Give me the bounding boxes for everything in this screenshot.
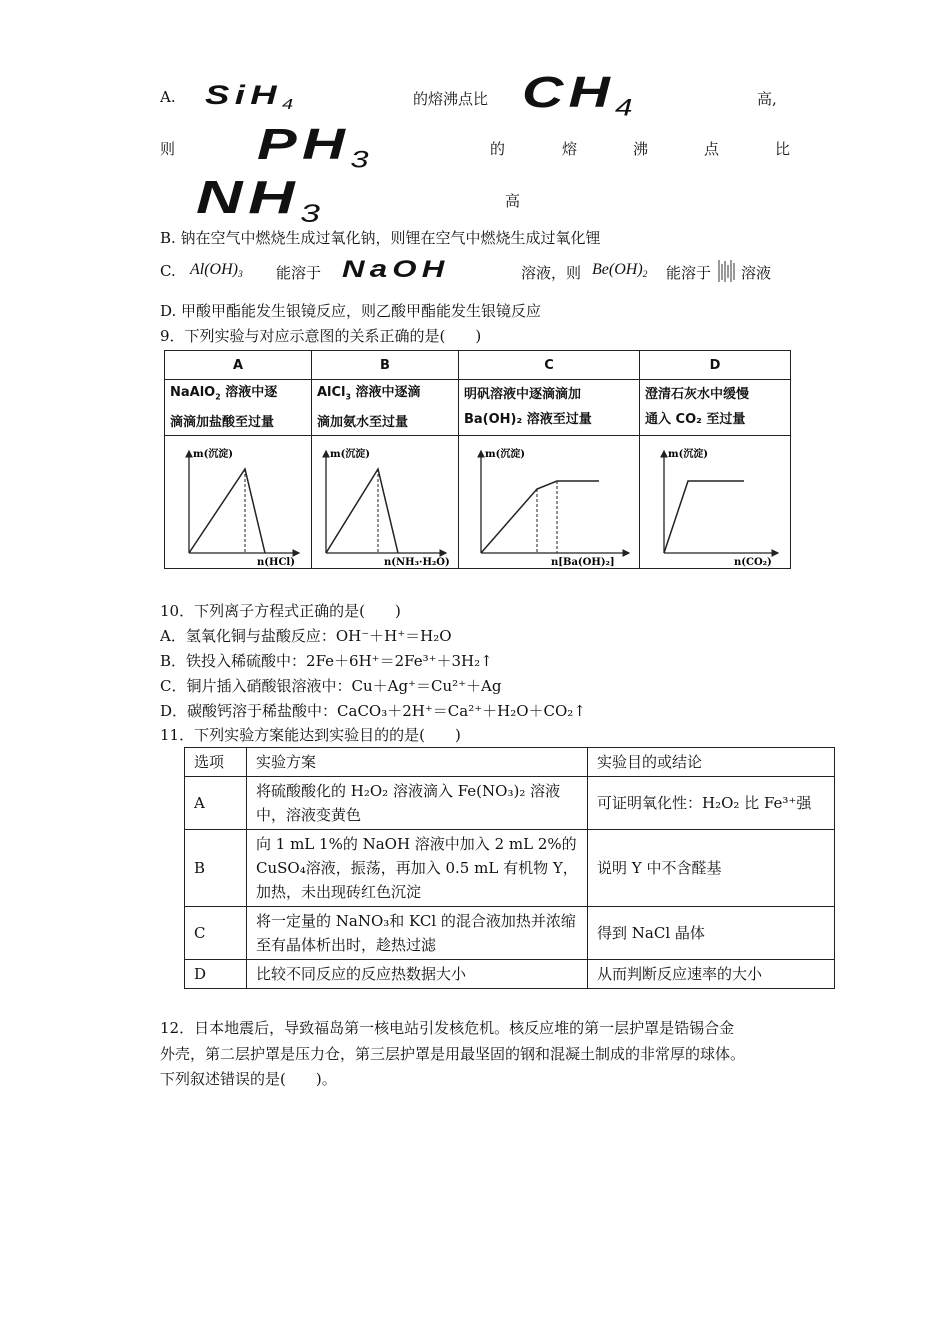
q9-stem: 9．下列实验与对应示意图的关系正确的是( ) bbox=[160, 327, 482, 345]
q9-graph-c bbox=[459, 435, 640, 568]
q12-line-3: 下列叙述错误的是( )。 bbox=[160, 1070, 337, 1088]
formula-naoh: NaOH bbox=[342, 256, 450, 283]
q11-row-goal: 说明 Y 中不含醛基 bbox=[588, 830, 835, 907]
graph-a-svg bbox=[165, 437, 311, 567]
q8-option-b: B. 钠在空气中燃烧生成过氧化钠，则锂在空气中燃烧生成过氧化锂 bbox=[160, 229, 601, 247]
garbled-formula-glyph bbox=[717, 258, 737, 284]
q10-option-b: B．铁投入稀硫酸中：2Fe＋6H⁺＝2Fe³⁺＋3H₂↑ bbox=[160, 652, 493, 670]
q11-table bbox=[184, 747, 835, 989]
q10-option-a: A．氢氧化铜与盐酸反应：OH⁻＋H⁺＝H₂O bbox=[160, 627, 452, 645]
q8-a-text-1: 的熔沸点比 bbox=[413, 90, 489, 108]
q11-row-option: A bbox=[185, 777, 247, 830]
formula-nh3: $NH_3$ bbox=[196, 171, 326, 228]
q11-row-option: D bbox=[185, 960, 247, 989]
y-axis-label: m(沉淀) bbox=[485, 448, 526, 460]
y-axis-label: m(沉淀) bbox=[668, 448, 709, 460]
formula-ph3: $PH_3$ bbox=[257, 120, 374, 174]
formula-beoh2: Be(OH)2 bbox=[592, 261, 648, 280]
q8-a-char: 点 bbox=[704, 140, 720, 158]
q8-c-text-1: 能溶于 bbox=[276, 264, 322, 282]
q11-row-plan: 向 1 mL 1%的 NaOH 溶液中加入 2 mL 2%的 CuSO₄溶液，振荡，再加入 0.5 mL 有机物 Y，加热，未出现砖红色沉淀 bbox=[247, 830, 588, 907]
curve bbox=[664, 481, 744, 553]
q8-a-char: 比 bbox=[775, 140, 791, 158]
q11-stem: 11．下列实验方案能达到实验目的的是( ) bbox=[160, 726, 461, 744]
formula-aloh3: Al(OH)3 bbox=[190, 261, 243, 280]
q8-c-text-4: 溶液 bbox=[741, 264, 772, 282]
q11-row-goal: 可证明氧化性：H₂O₂ 比 Fe³⁺强 bbox=[588, 777, 835, 830]
q8-a-text-2: 高, bbox=[757, 90, 777, 108]
q9-header-a: A bbox=[165, 351, 312, 380]
curve bbox=[189, 469, 265, 553]
formula-ch4: $CH_4$ bbox=[522, 68, 638, 122]
curve bbox=[481, 481, 599, 553]
graph-b-svg bbox=[312, 437, 458, 567]
y-axis-label: m(沉淀) bbox=[193, 448, 234, 460]
q9-desc-d: 澄清石灰水中缓慢 通入 CO₂ 至过量 bbox=[640, 380, 791, 436]
y-axis-label: m(沉淀) bbox=[330, 448, 371, 460]
x-axis-label: n(CO₂) bbox=[734, 556, 772, 567]
q11-row-plan: 将硫酸酸化的 H₂O₂ 溶液滴入 Fe(NO₃)₂ 溶液中，溶液变黄色 bbox=[247, 777, 588, 830]
q8-a-char: 熔 bbox=[562, 140, 578, 158]
q9-graph-a bbox=[165, 435, 312, 568]
q9-header-b: B bbox=[312, 351, 459, 380]
x-axis-label: n[Ba(OH)₂] bbox=[551, 556, 615, 567]
q11-row-option: C bbox=[185, 907, 247, 960]
q11-header-option: 选项 bbox=[185, 748, 247, 777]
q11-row-plan: 比较不同反应的反应热数据大小 bbox=[247, 960, 588, 989]
q9-desc-b: AlCl$_3$ 溶液中逐滴 滴加氨水至过量 bbox=[312, 380, 459, 436]
q8-option-d: D. 甲酸甲酯能发生银镜反应，则乙酸甲酯能发生银镜反应 bbox=[160, 302, 542, 320]
q8-a-text-5: 高 bbox=[505, 192, 521, 210]
q10-option-c: C．铜片插入硝酸银溶液中：Cu＋Ag⁺＝Cu²⁺＋Ag bbox=[160, 677, 502, 695]
q11-header-plan: 实验方案 bbox=[247, 748, 588, 777]
q9-header-c: C bbox=[459, 351, 640, 380]
q10-option-d: D．碳酸钙溶于稀盐酸中：CaCO₃＋2H⁺＝Ca²⁺＋H₂O＋CO₂↑ bbox=[160, 702, 586, 720]
q12-line-1: 12．日本地震后，导致福岛第一核电站引发核危机。核反应堆的第一层护罩是锆锡合金 bbox=[160, 1019, 735, 1037]
q8-c-text-3: 能溶于 bbox=[666, 264, 712, 282]
formula-sih4: SiH$_4$ bbox=[205, 80, 299, 114]
curve bbox=[326, 469, 398, 553]
q11-row-goal: 得到 NaCl 晶体 bbox=[588, 907, 835, 960]
x-axis-label: n(NH₃·H₂O) bbox=[384, 556, 450, 567]
q9-table bbox=[164, 350, 791, 569]
q12-line-2: 外壳，第二层护罩是压力仓，第三层护罩是用最坚固的钢和混凝土制成的非常厚的球体。 bbox=[160, 1045, 746, 1063]
q8-a-char: 的 bbox=[490, 140, 506, 158]
q9-graph-b bbox=[312, 435, 459, 568]
q11-row-option: B bbox=[185, 830, 247, 907]
graph-d-svg bbox=[640, 437, 790, 567]
q10-stem: 10．下列离子方程式正确的是( ) bbox=[160, 602, 401, 620]
q9-desc-c: 明矾溶液中逐滴滴加 Ba(OH)₂ 溶液至过量 bbox=[459, 380, 640, 436]
graph-c-svg bbox=[459, 437, 639, 567]
q8-c-text-2: 溶液，则 bbox=[521, 264, 582, 282]
q8-a-label: A. bbox=[160, 88, 176, 106]
q11-header-goal: 实验目的或结论 bbox=[588, 748, 835, 777]
q11-row-goal: 从而判断反应速率的大小 bbox=[588, 960, 835, 989]
q9-header-d: D bbox=[640, 351, 791, 380]
q11-row-plan: 将一定量的 NaNO₃和 KCl 的混合液加热并浓缩至有晶体析出时，趁热过滤 bbox=[247, 907, 588, 960]
q9-desc-a: NaAlO$_2$ 溶液中逐 滴滴加盐酸至过量 bbox=[165, 380, 312, 436]
q8-a-text-3: 则 bbox=[160, 140, 176, 158]
x-axis-label: n(HCl) bbox=[257, 556, 295, 567]
q8-a-char: 沸 bbox=[633, 140, 649, 158]
q8-c-label: C. bbox=[160, 262, 176, 280]
q9-graph-d bbox=[640, 435, 791, 568]
